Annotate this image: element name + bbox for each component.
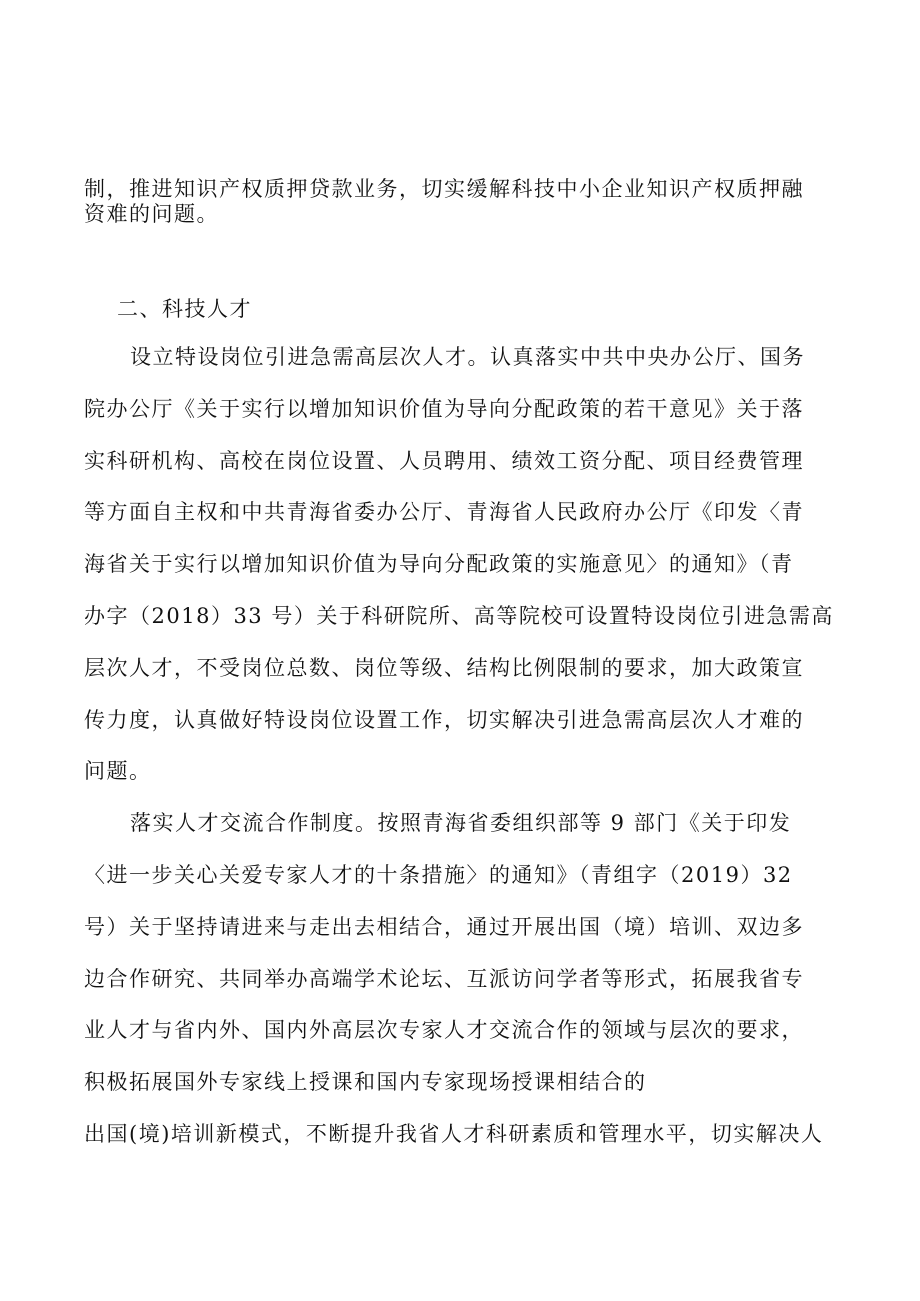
body-text-line: 〈进一步关心关爱专家人才的十条措施〉的通知》（青组字（2019）32	[84, 863, 793, 887]
body-text-line: 落实人才交流合作制度。按照青海省委组织部等 9 部门《关于印发	[130, 811, 792, 835]
body-text-line: 海省关于实行以增加知识价值为导向分配政策的实施意见〉的通知》（青	[84, 552, 794, 576]
body-text-line: 设立特设岗位引进急需高层次人才。认真落实中共中央办公厅、国务	[130, 345, 805, 369]
body-text-line: 制，推进知识产权质押贷款业务，切实缓解科技中小企业知识产权质押融	[84, 177, 804, 201]
body-text-line: 业人才与省内外、国内外高层次专家人才交流合作的领域与层次的要求，	[84, 1018, 804, 1042]
body-text-line: 院办公厅《关于实行以增加知识价值为导向分配政策的若干意见》关于落	[84, 397, 804, 421]
body-text-line: 等方面自主权和中共青海省委办公厅、青海省人民政府办公厅《印发〈青	[84, 500, 804, 524]
body-text-line: 层次人才，不受岗位总数、岗位等级、结构比例限制的要求，加大政策宣	[84, 656, 804, 680]
body-text-line: 办字（2018）33 号）关于科研院所、高等院校可设置特设岗位引进急需高	[84, 604, 834, 628]
body-text-line: 实科研机构、高校在岗位设置、人员聘用、绩效工资分配、项目经费管理	[84, 449, 804, 473]
body-text-line: 资难的问题。	[84, 202, 219, 226]
body-text-line: 边合作研究、共同举办高端学术论坛、互派访问学者等形式，拓展我省专	[84, 967, 804, 991]
body-text-line: 传力度，认真做好特设岗位设置工作，切实解决引进急需高层次人才难的	[84, 708, 804, 732]
body-text-line: 出国(境)培训新模式，不断提升我省人才科研素质和管理水平，切实解决人	[84, 1122, 824, 1146]
body-text-line: 问题。	[84, 759, 152, 783]
section-heading: 二、科技人才	[117, 297, 252, 321]
body-text-line: 积极拓展国外专家线上授课和国内专家现场授课相结合的	[84, 1070, 647, 1094]
body-text-line: 号）关于坚持请进来与走出去相结合，通过开展出国（境）培训、双边多	[84, 915, 804, 939]
